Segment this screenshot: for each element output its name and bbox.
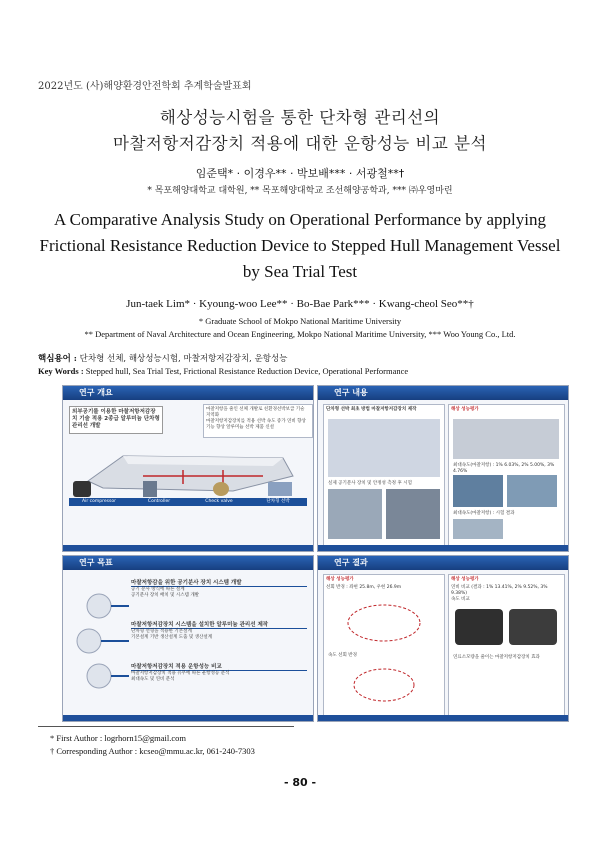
- footnote-corresponding-author: † Corresponding Author : kcseo@mmu.ac.kr, 061-240-7303: [50, 746, 255, 756]
- slide-header: [63, 556, 313, 570]
- overview-bullet: 기능 향상 알루미늄 선박 제품 신설: [206, 425, 275, 430]
- slide-title: 연구 개요: [79, 388, 113, 397]
- test-photo: [386, 489, 440, 539]
- goal-heading: 마찰저항저감장치 적용 운항성능 비교: [131, 664, 307, 671]
- sea-trial-photo: [453, 519, 503, 539]
- content-right-panel: [448, 404, 565, 546]
- slide-title: 연구 내용: [334, 388, 368, 397]
- goal-block: [131, 622, 307, 641]
- english-title-line-3: by Sea Trial Test: [242, 262, 358, 281]
- goal-block: [131, 664, 307, 683]
- korean-affiliation: * 목포해양대학교 대학원, ** 목포해양대학교 조선해양공학과, *** ㈜우영마린: [147, 186, 453, 196]
- footnote-first-author: * First Author : logrhorn15@gmail.com: [50, 733, 187, 743]
- slide-research-content: [317, 385, 569, 552]
- keywords-english-text: Stepped hull, Sea Trial Test, Frictional Resistance Reduction Device, Operational Performance: [85, 366, 409, 376]
- results-line: 연료소모량을 줄이는 마찰저항저감장치 효과: [453, 655, 540, 660]
- slide-research-results: [317, 555, 569, 722]
- goal-block: [131, 580, 307, 599]
- goal-line: 최대속도 및 연비 분석: [131, 677, 175, 682]
- slide-research-overview: [62, 385, 314, 552]
- goal-line: 단차형 선형을 적용한 기본설계: [131, 629, 192, 634]
- english-title-line-2: Frictional Resistance Reduction Device to Stepped Hull Management Vessel: [39, 236, 561, 255]
- keywords-english: [38, 366, 408, 376]
- goal-heading: 마찰저항감을 위한 공기분사 장치 시스템 개발: [131, 580, 307, 587]
- goal-heading: 마찰저항저감장치 시스템을 설치한 알루미늄 관리선 제작: [131, 622, 307, 629]
- slide-header: [318, 556, 568, 570]
- overview-callout: 외부공기를 이용한 마찰저항저감장치 기술 적용 2종급 알루미늄 단차형 관리선 개발: [69, 406, 163, 434]
- slide-footer: [63, 715, 313, 721]
- korean-title-line-1: 해상성능시험을 통한 단차형 관리선의: [159, 108, 441, 127]
- component-label: Controller: [147, 499, 171, 504]
- keywords-english-label: Key Words :: [38, 366, 84, 376]
- compressor-image: [73, 481, 91, 497]
- english-affiliation-2: ** Department of Naval Architecture and Ocean Engineering, Mokpo National Maritime University, *** Woo Young Co., Ltd.: [84, 329, 516, 339]
- results-right-panel: [448, 574, 565, 716]
- english-affiliation-1: * Graduate School of Mokpo National Maritime University: [198, 316, 402, 326]
- results-right-header: 해상 성능평가: [451, 577, 479, 582]
- vessel-photo: [268, 482, 292, 496]
- content-left-panel: [323, 404, 445, 546]
- check-valve-image: [213, 482, 229, 496]
- goal-line: 기본설계 기반 생산설계 도출 및 생산설계: [131, 635, 213, 640]
- sea-trial-photo: [507, 475, 557, 507]
- footnote-divider: [38, 726, 294, 727]
- content-photo-caption: 실제 공기분사 장치 및 안정성 측정 후 시험: [328, 481, 412, 486]
- english-title-line-1: A Comparative Analysis Study on Operational Performance by applying: [54, 210, 546, 229]
- results-line: 속도 선회 반경: [328, 653, 357, 658]
- page-number: - 80 -: [283, 776, 317, 789]
- gauge-photo: [509, 609, 557, 645]
- overview-bullets: [203, 404, 313, 438]
- slide-header: [63, 386, 313, 400]
- test-photo: [328, 489, 382, 539]
- goal-line: 마찰저항저감장치 적용 유무에 따른 운항성능 분석: [131, 671, 230, 676]
- vessel-drawing: [453, 419, 559, 459]
- keywords-korean-label: 핵심용어 :: [38, 354, 77, 364]
- overview-bullet: 마찰저항을 줄인 선체 개발로 친환경선박보급 기술 지역화: [206, 407, 305, 418]
- keywords-korean-text: 단차형 선체, 해상성능시험, 마찰저항저감장치, 운항성능: [79, 354, 288, 364]
- sea-trial-photo: [453, 475, 503, 507]
- turning-circle-plot: [330, 597, 438, 649]
- conference-name: 2022년도 (사)해양환경안전학회 추계학술발표회: [38, 81, 252, 92]
- slide-header: [318, 386, 568, 400]
- speed-turning-plot: [330, 661, 438, 709]
- korean-title-line-2: 마찰저항저감장치 적용에 대한 운항성능 비교 분석: [113, 134, 487, 153]
- slide-title: 연구 결과: [334, 558, 368, 567]
- english-authors: Jun-taek Lim* · Kyoung-woo Lee** · Bo-Bae Park*** · Kwang-cheol Seo**†: [126, 298, 474, 310]
- goal-line: 공기분사 장치 배치 및 시스템 개발: [131, 593, 200, 598]
- component-label: 단차형 선박: [266, 499, 290, 504]
- controller-image: [143, 481, 157, 497]
- content-result: 최대속도(마찰저항) : 시험 결과: [453, 511, 515, 516]
- hull-render-image: [83, 436, 298, 496]
- goal-line: 공기 분사 방식에 따른 설계: [131, 587, 185, 592]
- component-label: Check valve: [205, 499, 233, 504]
- results-line: 연비 비교 (결과 : 1% 13.41%, 2% 9.52%, 3% 9.38%): [451, 585, 548, 596]
- drawing-image: [328, 419, 440, 477]
- slide-footer: [318, 545, 568, 551]
- component-label: Air compressor: [82, 499, 116, 504]
- content-right-header: 해상 성능평가: [451, 407, 479, 412]
- keywords-korean: [38, 352, 287, 364]
- results-left-panel: [323, 574, 445, 716]
- slide-footer: [63, 545, 313, 551]
- slide-research-goals: [62, 555, 314, 722]
- results-line: 선회 반경 : 좌현 25.8m, 우현 26.9m: [326, 585, 402, 590]
- korean-authors: 임준택* · 이경우** · 박보배*** · 서광철**†: [195, 167, 405, 180]
- content-result: 최대속도(마찰저항) : 1% 6.03%, 2% 5.00%, 3% 4.76%: [453, 463, 555, 474]
- results-line: 속도 비교: [451, 597, 470, 602]
- slide-footer: [318, 715, 568, 721]
- overview-bullet: 마찰저항저감장치를 적용 선박 속도 증가 연비 향상: [206, 419, 306, 424]
- slide-title: 연구 목표: [79, 558, 113, 567]
- results-left-header: 해상 성능평가: [326, 577, 354, 582]
- goal-graphic: [69, 586, 129, 696]
- content-left-header: 단차형 선박 최초 방법 마찰저항저감장치 제작: [326, 407, 417, 412]
- gauge-photo: [455, 609, 503, 645]
